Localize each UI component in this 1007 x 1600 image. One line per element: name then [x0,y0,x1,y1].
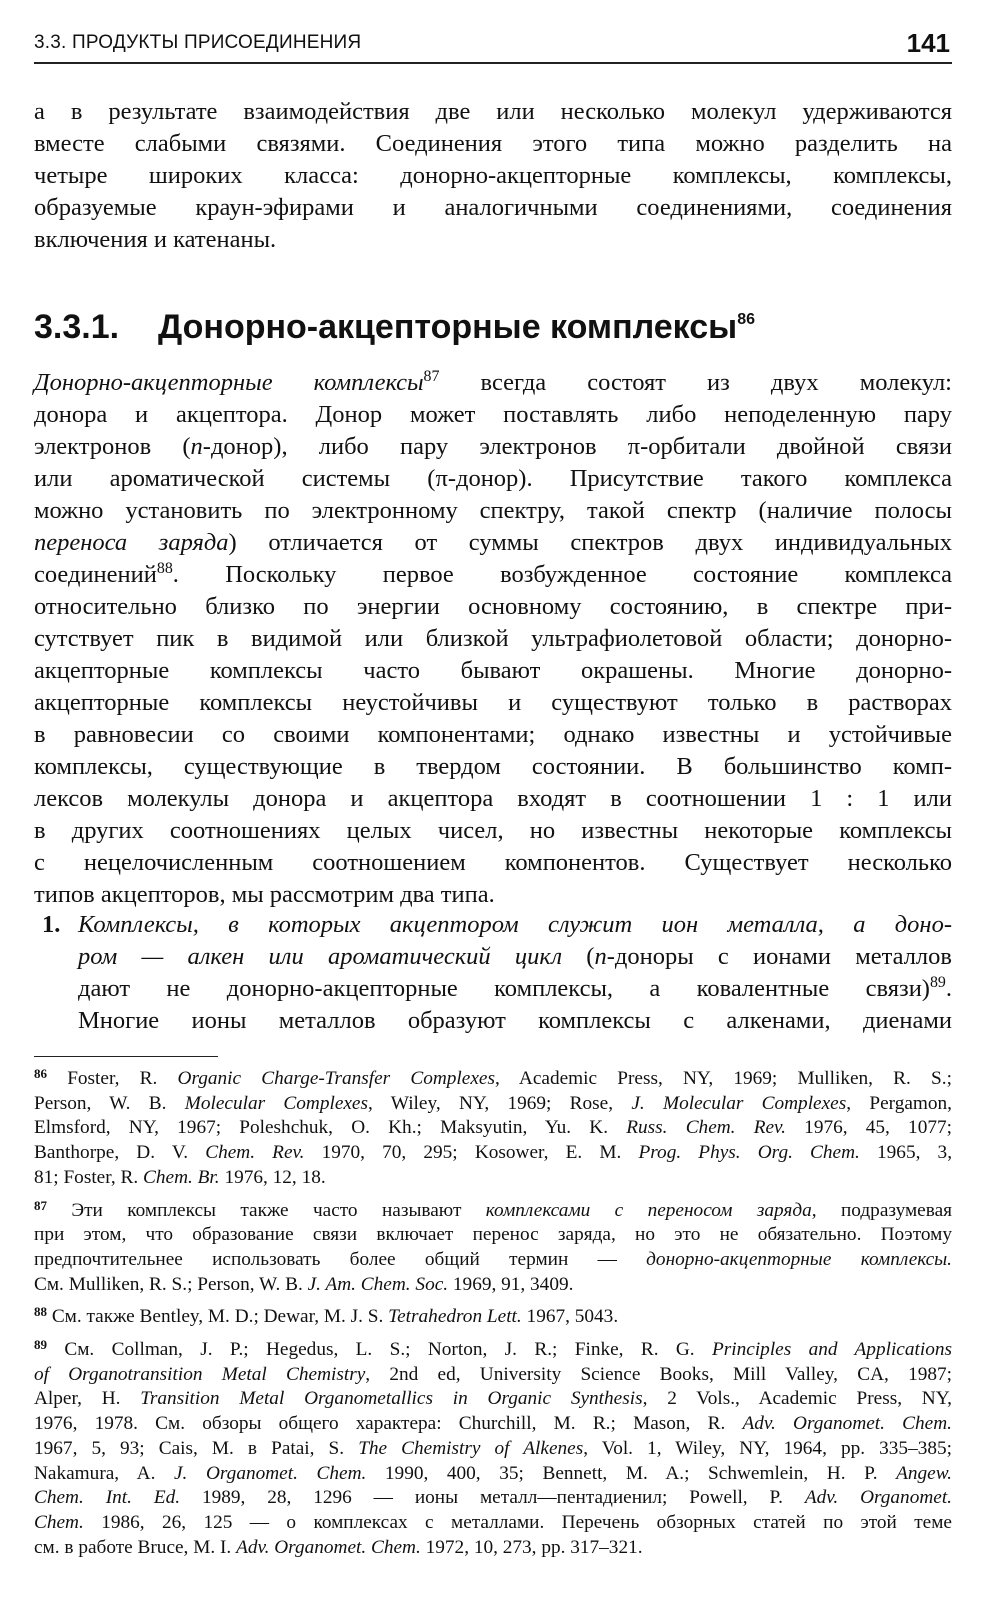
footnote-mark: 88 [34,1304,47,1320]
text-line: комплексы, существующие в твердом состоянии. В большинство комп- [34,753,952,780]
footnote-ref: 86 [737,311,755,328]
italic-run: Adv. Organomet. [804,1487,953,1509]
running-header [34,30,952,64]
text-run: -доноры с ионами металлов [606,943,952,970]
footnote-87 [34,1194,952,1298]
section-number: 3.3.1. [34,308,120,346]
italic-run: Angew. [896,1462,952,1484]
running-title: 3.3. ПРОДУКТЫ ПРИСОЕДИНЕНИЯ [34,32,362,53]
text-line [34,559,952,591]
text-run: 1970, 70, 295; Kosower, E. M. [304,1142,639,1164]
footnote-ref: 87 [423,368,440,385]
footnote-ref: 89 [929,974,946,991]
text-line: сутствует пик в видимой или близкой ультрафиолетовой области; донорно- [34,625,952,652]
footnote-86 [34,1062,952,1191]
italic-run: Principles and Applications [711,1339,952,1361]
text-run: См. также Bentley, M. D.; Dewar, M. J. S. [47,1306,389,1328]
text-run: электронов ( [34,433,191,460]
italic-run: n [190,433,203,460]
text-line: при этом, что образование связи включает перенос заряда, но это не обязательно. Поэтому [34,1224,952,1246]
text-line [34,1462,952,1487]
section-title [158,308,755,347]
text-run: Эти комплексы также часто называют [47,1199,486,1221]
italic-run: Molecular Complexes [184,1092,368,1114]
italic-run: n [594,943,607,970]
text-run: Alper, H. [34,1388,141,1410]
footnote-separator [34,1056,218,1057]
italic-run: J. Am. Chem. Soc. [307,1273,449,1295]
text-run: 1969, 91, 3409. [448,1273,574,1295]
text-line: образуемые краун-эфирами и аналогичными соединениями, соединения [34,194,952,221]
footnote-88 [34,1300,952,1330]
text-line: четыре широких класса: донорно-акцепторные комплексы, комплексы, [34,162,952,189]
text-run: Foster, R. [47,1068,178,1089]
text-line: донора и акцептора. Донор может поставлять либо неподеленную пару [34,401,952,428]
text-run: Nakamura, A. [34,1462,174,1484]
text-line: в других соотношениях целых чисел, но известны некоторые комплексы [34,817,952,844]
text-run: предпочтительнее использовать более общий термин — [34,1248,647,1270]
italic-run: Adv. Organomet. Chem. [236,1536,421,1558]
text-line: Многие ионы металлов образуют комплексы с алкенами, диенами [78,1007,952,1034]
list-marker: 1. [42,911,61,938]
text-line [34,1437,952,1462]
italic-term: переноса заряда [34,529,229,556]
text-run: , Academic Press, NY, 1969; Mulliken, R. S.; [494,1068,952,1089]
text-line [34,527,952,559]
text-line: акцепторные комплексы часто бывают окрашены. Многие донорно- [34,657,952,684]
footnote-mark: 87 [34,1197,47,1213]
text-line [78,909,952,941]
text-line: можно установить по электронному спектру, такой спектр (наличие полосы [34,497,952,524]
text-run: соединений [34,561,157,588]
text-line [78,941,952,973]
italic-run: J. Organomet. Chem. [174,1462,367,1484]
text-run: 1976, 12, 18. [219,1166,326,1188]
text-run: 81; Foster, R. [34,1166,144,1188]
text-line [34,1536,952,1561]
page-number: 141 [906,28,950,58]
text-run: См. Mulliken, R. S.; Person, W. B. [34,1273,308,1295]
text-run: ( [562,943,595,970]
text-line [34,1166,952,1191]
text-line [34,367,952,399]
text-line: лексов молекулы донора и акцептора входят в соотношении 1 : 1 или [34,785,952,812]
italic-run: of Organotransition Metal Chemistry [34,1363,366,1385]
text-run: , 2 Vols., Academic Press, NY, [642,1388,952,1410]
section-title-text: Донорно-акцепторные комплексы [158,308,738,346]
text-run: 1972, 10, 273, pp. 317–321. [420,1536,643,1558]
italic-run: Chem. Br. [143,1166,220,1188]
text-run: , 2nd ed, University Science Books, Mill Valley, CA, 1987; [365,1363,953,1385]
text-run: 1990, 400, 35; Bennett, M. A.; Schwemlein, H. P. [366,1462,897,1484]
text-line [34,1363,952,1388]
intro-paragraph [34,96,952,256]
italic-run: Chem. [34,1511,84,1533]
text-line: а в результате взаимодействия две или несколько молекул удерживаются [34,98,952,125]
text-run: 1986, 26, 125 — о комплексах с металлами. Перечень обзорных статей по этой теме [83,1511,952,1533]
text-line [78,973,952,1005]
text-run: -донор), либо пару электронов π-орбитали двойной связи [202,433,952,460]
text-run: . [945,975,952,1002]
text-line: относительно близко по энергии основному состоянию, в спектре при- [34,593,952,620]
italic-run: Russ. Chem. Rev. [626,1117,786,1139]
text-run: Person, W. B. [34,1092,185,1114]
italic-run: J. Molecular Complexes [631,1092,847,1114]
text-run: 1976, 45, 1077; [785,1117,952,1139]
text-run: 1976, 1978. См. обзоры общего характера: Churchill, M. R.; Mason, R. [34,1413,743,1435]
text-run: Elmsford, NY, 1967; Poleshchuk, O. Kh.; Maksyutin, Yu. K. [34,1117,627,1139]
list-item [78,909,952,1037]
text-line [34,1092,952,1117]
text-run: , подразумевая [811,1199,953,1221]
text-run: , Wiley, NY, 1969; Rose, [368,1092,632,1114]
text-line [34,431,952,463]
footnote-89 [34,1333,952,1560]
text-line: в равновесии со своими компонентами; однако известны и устойчивые [34,721,952,748]
italic-run: Chem. Rev. [205,1142,305,1164]
italic-run: донорно-акцепторные комплексы. [646,1248,953,1270]
footnotes [34,1062,952,1563]
text-run: дают не донорно-акцепторные комплексы, а ковалентные связи) [78,975,930,1002]
text-line: вместе слабыми связями. Соединения этого типа можно разделить на [34,130,952,157]
italic-run: Tetrahedron Lett. [388,1306,522,1328]
text-line [34,1248,952,1273]
footnote-ref: 88 [156,560,173,577]
text-line [34,1486,952,1511]
text-run: 1967, 5, 93; Cais, M. в Patai, S. [34,1437,359,1459]
italic-run: Prog. Phys. Org. Chem. [638,1142,860,1164]
text-line: акцепторные комплексы неустойчивы и существуют только в растворах [34,689,952,716]
text-line: с нецелочисленным соотношением компонентов. Существует несколько [34,849,952,876]
italic-run: Комплексы, в которых акцептором служит ион металла, а доно- [78,911,952,938]
text-line [34,1116,952,1141]
italic-run: Organic Charge-Transfer Complexes [177,1068,495,1089]
text-run: см. в работе Bruce, M. I. [34,1536,237,1558]
text-line [34,1511,952,1536]
footnote-mark: 86 [34,1066,47,1081]
text-line [34,1062,952,1092]
text-run: , Pergamon, [846,1092,953,1114]
text-run: 1967, 5043. [521,1306,619,1328]
text-run: всегда состоят из двух молекул: [439,369,952,396]
italic-run: Transition Metal Organometallics in Organic Synthesis [140,1388,643,1410]
text-run: ) отличается от суммы спектров двух индивидуальных [228,529,952,556]
text-line [34,1194,952,1224]
text-run: Banthorpe, D. V. [34,1142,206,1164]
italic-run: Adv. Organomet. Chem. [742,1413,952,1435]
text-line: включения и катенаны. [34,226,277,253]
text-line: или ароматической системы (π-донор). Присутствие такого комплекса [34,465,952,492]
footnote-mark: 89 [34,1337,47,1353]
italic-run: комплексами с переносом заряда [485,1199,812,1221]
text-run: 1965, 3, [859,1142,953,1164]
italic-term: Донорно-акцепторные комплексы [34,369,424,396]
text-line [34,1141,952,1166]
text-line [34,1273,952,1298]
main-paragraph [34,367,952,911]
text-run: . Поскольку первое возбужденное состояние комплекса [172,561,952,588]
text-line [34,1333,952,1363]
italic-run: The Chemistry of Alkenes [358,1437,584,1459]
text-line: типов акцепторов, мы рассмотрим два типа. [34,881,495,908]
italic-run: Chem. Int. Ed. [34,1487,181,1509]
text-line [34,1300,952,1330]
text-run: См. Collman, J. P.; Hegedus, L. S.; Norton, J. R.; Finke, R. G. [47,1339,712,1361]
italic-run: ром — алкен или ароматический цикл [78,943,563,970]
text-run: , Vol. 1, Wiley, NY, 1964, pp. 335–385; [583,1437,952,1459]
text-run: 1989, 28, 1296 — ионы металл—пентадиенил; Powell, P. [180,1487,805,1509]
text-line [34,1412,952,1437]
text-line [34,1387,952,1412]
